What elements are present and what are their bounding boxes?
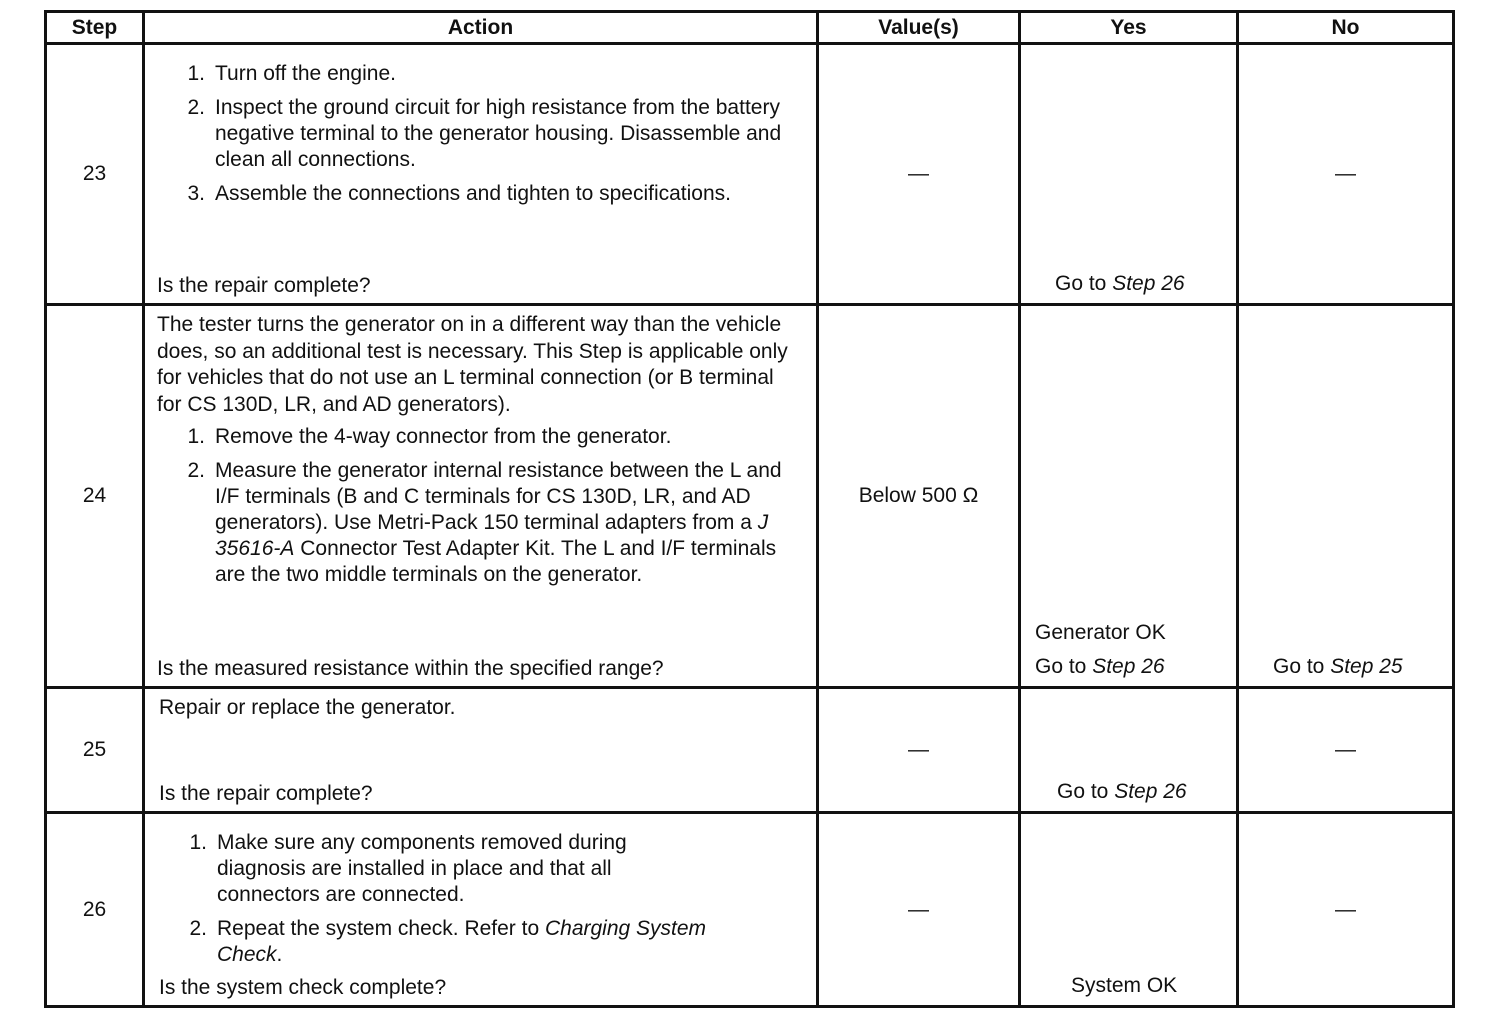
table-row <box>46 305 1454 688</box>
no-cell: — <box>1238 44 1454 305</box>
value-cell: — <box>818 813 1020 1007</box>
header-row <box>46 12 1454 44</box>
table-row <box>46 44 1454 305</box>
header-values: Value(s) <box>818 12 1020 44</box>
yes-cell <box>1020 305 1238 688</box>
action-cell <box>144 688 818 813</box>
list-item: 2. Inspect the ground circuit for high resistance from the battery negative terminal to the generator housing. Disassemble and clean all connections. <box>187 96 782 171</box>
header-no: No <box>1238 12 1454 44</box>
step-intro: Repair or replace the generator. <box>159 696 456 719</box>
step-question: Is the repair complete? <box>157 274 371 297</box>
action-cell <box>144 44 818 305</box>
header-action: Action <box>144 12 818 44</box>
yes-cell <box>1020 813 1238 1007</box>
step-question: Is the measured resistance within the specified range? <box>157 657 664 680</box>
tool-reference: J 35616-A <box>215 511 769 560</box>
value-cell: — <box>818 44 1020 305</box>
no-result: Go to Step 25 <box>1273 655 1403 678</box>
list-item: 1. Make sure any components removed during diagnosis are installed in place and that all connectors are connected. <box>189 831 627 906</box>
step-number: 23 <box>46 44 144 305</box>
yes-cell <box>1020 688 1238 813</box>
step-number: 24 <box>46 305 144 688</box>
no-cell <box>1238 305 1454 688</box>
step-number: 25 <box>46 688 144 813</box>
step-link[interactable]: Step 26 <box>1112 272 1185 295</box>
step-question: Is the repair complete? <box>159 782 373 805</box>
no-cell: — <box>1238 688 1454 813</box>
step-number: 26 <box>46 813 144 1007</box>
list-item: 1. Remove the 4-way connector from the generator. <box>187 425 672 448</box>
action-cell <box>144 305 818 688</box>
list-item: 2. Repeat the system check. Refer to Charging System Check. <box>189 917 707 966</box>
list-item: 2. Measure the generator internal resistance between the L and I/F terminals (B and C terminals for CS 130D, LR, and AD generators). Use Metri-Pack 150 terminal adapters from a J 35616-A Connector Test Adapter Kit. The L and I/F terminals are the two middle terminals on the generator. <box>187 459 782 586</box>
action-steps <box>145 424 816 588</box>
action-steps <box>145 814 816 968</box>
list-item: 1. Turn off the engine. <box>187 62 396 85</box>
step-question: Is the system check complete? <box>159 976 447 999</box>
yes-result: Go to Step 26 <box>1055 272 1185 295</box>
table-row <box>46 688 1454 813</box>
step-link[interactable]: Step 26 <box>1092 655 1165 678</box>
list-item: 3. Assemble the connections and tighten to specifications. <box>187 182 731 205</box>
table-row <box>46 813 1454 1007</box>
header-step: Step <box>46 12 144 44</box>
value-cell: Below 500 Ω <box>818 305 1020 688</box>
step-link[interactable]: Step 25 <box>1330 655 1403 678</box>
step-link[interactable]: Step 26 <box>1114 780 1187 803</box>
yes-result: Go to Step 26 <box>1035 655 1165 678</box>
header-yes: Yes <box>1020 12 1238 44</box>
procedure-reference[interactable]: Charging System Check <box>217 917 707 966</box>
step-intro: The tester turns the generator on in a different way than the vehicle does, so an additional test is necessary. This Step is applicable only for vehicles that do not use an L terminal connection (or B terminal for CS 130D, LR, and AD generators). <box>157 313 788 416</box>
diagnostic-table <box>44 10 1455 1008</box>
yes-result: Go to Step 26 <box>1057 780 1187 803</box>
value-cell: — <box>818 688 1020 813</box>
no-cell: — <box>1238 813 1454 1007</box>
yes-result: System OK <box>1071 974 1178 997</box>
yes-cell <box>1020 44 1238 305</box>
action-steps <box>145 45 816 207</box>
yes-result-label: Generator OK <box>1035 621 1166 644</box>
action-cell <box>144 813 818 1007</box>
